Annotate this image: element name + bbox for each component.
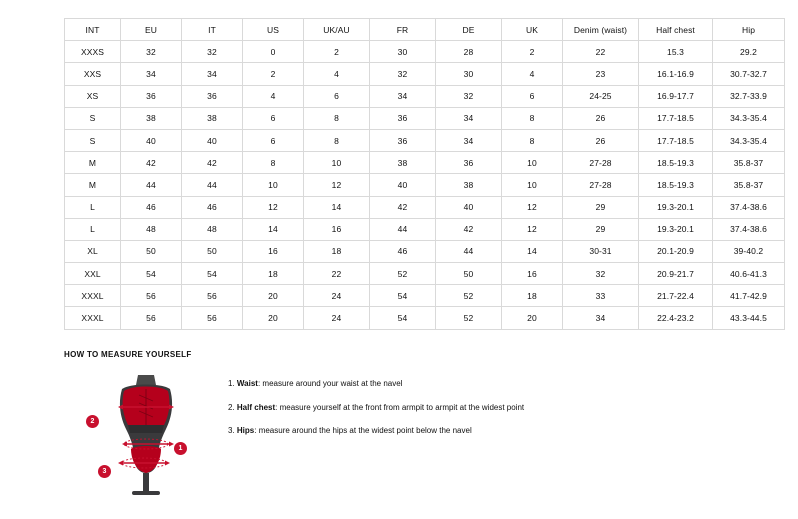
cell-fr: 36 [370, 107, 436, 129]
table-row [65, 107, 785, 129]
cell-half-chest: 19.3-20.1 [639, 196, 713, 218]
cell-int: XS [65, 85, 121, 107]
instruction-text: : measure yourself at the front from armpit to armpit at the widest point [275, 402, 525, 412]
cell-uk: 4 [502, 63, 563, 85]
cell-us: 10 [243, 174, 304, 196]
cell-half-chest: 17.7-18.5 [639, 129, 713, 151]
cell-hip: 32.7-33.9 [713, 85, 785, 107]
cell-it: 50 [182, 240, 243, 262]
cell-us: 2 [243, 63, 304, 85]
cell-int: XXS [65, 63, 121, 85]
cell-ukau: 24 [304, 285, 370, 307]
cell-it: 42 [182, 152, 243, 174]
cell-us: 12 [243, 196, 304, 218]
cell-hip: 40.6-41.3 [713, 263, 785, 285]
column-header-uk: UK [502, 19, 563, 41]
cell-int: XL [65, 240, 121, 262]
cell-de: 42 [436, 218, 502, 240]
cell-fr: 30 [370, 41, 436, 63]
cell-hip: 37.4-38.6 [713, 218, 785, 240]
cell-ukau: 24 [304, 307, 370, 329]
cell-denim-waist: 26 [563, 107, 639, 129]
cell-us: 20 [243, 307, 304, 329]
cell-it: 48 [182, 218, 243, 240]
cell-it: 44 [182, 174, 243, 196]
column-header-ukau: UK/AU [304, 19, 370, 41]
column-header-fr: FR [370, 19, 436, 41]
cell-denim-waist: 24-25 [563, 85, 639, 107]
cell-hip: 35.8-37 [713, 152, 785, 174]
cell-it: 54 [182, 263, 243, 285]
cell-fr: 32 [370, 63, 436, 85]
table-row [65, 263, 785, 285]
cell-de: 52 [436, 285, 502, 307]
cell-denim-waist: 29 [563, 196, 639, 218]
cell-hip: 34.3-35.4 [713, 129, 785, 151]
table-body [65, 41, 785, 329]
cell-it: 38 [182, 107, 243, 129]
cell-fr: 46 [370, 240, 436, 262]
column-header-int: INT [65, 19, 121, 41]
table-header [65, 19, 785, 41]
cell-int: XXXL [65, 307, 121, 329]
cell-de: 28 [436, 41, 502, 63]
badge-hips: 3 [98, 465, 111, 478]
cell-fr: 42 [370, 196, 436, 218]
cell-hip: 34.3-35.4 [713, 107, 785, 129]
table-row [65, 63, 785, 85]
instruction-waist [228, 379, 744, 389]
cell-int: L [65, 196, 121, 218]
cell-de: 36 [436, 152, 502, 174]
cell-uk: 16 [502, 263, 563, 285]
instruction-number: 1. [228, 379, 235, 388]
cell-half-chest: 19.3-20.1 [639, 218, 713, 240]
mannequin-icon [86, 369, 206, 499]
cell-half-chest: 15.3 [639, 41, 713, 63]
cell-uk: 8 [502, 107, 563, 129]
column-header-denim-waist: Denim (waist) [563, 19, 639, 41]
cell-us: 20 [243, 285, 304, 307]
cell-hip: 29.2 [713, 41, 785, 63]
cell-uk: 12 [502, 218, 563, 240]
cell-denim-waist: 32 [563, 263, 639, 285]
cell-int: XXL [65, 263, 121, 285]
cell-us: 14 [243, 218, 304, 240]
cell-hip: 41.7-42.9 [713, 285, 785, 307]
size-conversion-table [64, 18, 785, 330]
cell-hip: 43.3-44.5 [713, 307, 785, 329]
cell-de: 32 [436, 85, 502, 107]
cell-half-chest: 22.4-23.2 [639, 307, 713, 329]
instruction-text: : measure around the hips at the widest point below the navel [254, 426, 472, 436]
cell-eu: 36 [121, 85, 182, 107]
cell-de: 34 [436, 107, 502, 129]
cell-denim-waist: 34 [563, 307, 639, 329]
cell-de: 44 [436, 240, 502, 262]
cell-hip: 37.4-38.6 [713, 196, 785, 218]
cell-ukau: 6 [304, 85, 370, 107]
cell-int: XXXS [65, 41, 121, 63]
cell-ukau: 14 [304, 196, 370, 218]
cell-fr: 54 [370, 307, 436, 329]
instruction-half-chest [228, 403, 744, 413]
cell-fr: 38 [370, 152, 436, 174]
table-row [65, 218, 785, 240]
cell-eu: 34 [121, 63, 182, 85]
cell-half-chest: 16.1-16.9 [639, 63, 713, 85]
cell-int: M [65, 174, 121, 196]
cell-ukau: 8 [304, 129, 370, 151]
cell-uk: 20 [502, 307, 563, 329]
cell-us: 4 [243, 85, 304, 107]
mannequin-illustration [86, 369, 206, 499]
how-to-measure-title: HOW TO MEASURE YOURSELF [64, 350, 192, 359]
cell-half-chest: 18.5-19.3 [639, 174, 713, 196]
cell-ukau: 16 [304, 218, 370, 240]
cell-ukau: 22 [304, 263, 370, 285]
instruction-term: Waist [236, 379, 258, 388]
cell-fr: 36 [370, 129, 436, 151]
column-header-us: US [243, 19, 304, 41]
table-row [65, 307, 785, 329]
cell-it: 40 [182, 129, 243, 151]
table-header-row [65, 19, 785, 41]
cell-eu: 56 [121, 307, 182, 329]
cell-uk: 14 [502, 240, 563, 262]
cell-it: 32 [182, 41, 243, 63]
cell-eu: 48 [121, 218, 182, 240]
cell-hip: 35.8-37 [713, 174, 785, 196]
table-row [65, 196, 785, 218]
cell-int: S [65, 107, 121, 129]
cell-us: 6 [243, 107, 304, 129]
table-row [65, 41, 785, 63]
cell-de: 30 [436, 63, 502, 85]
cell-fr: 54 [370, 285, 436, 307]
how-to-measure-body [64, 369, 744, 499]
cell-uk: 8 [502, 129, 563, 151]
cell-de: 38 [436, 174, 502, 196]
column-header-half-chest: Half chest [639, 19, 713, 41]
cell-denim-waist: 33 [563, 285, 639, 307]
cell-us: 16 [243, 240, 304, 262]
cell-us: 6 [243, 129, 304, 151]
cell-hip: 39-40.2 [713, 240, 785, 262]
cell-half-chest: 20.9-21.7 [639, 263, 713, 285]
cell-uk: 6 [502, 85, 563, 107]
cell-half-chest: 21.7-22.4 [639, 285, 713, 307]
cell-int: S [65, 129, 121, 151]
cell-half-chest: 16.9-17.7 [639, 85, 713, 107]
cell-de: 52 [436, 307, 502, 329]
instruction-text: : measure around your waist at the navel [257, 379, 403, 388]
cell-it: 56 [182, 285, 243, 307]
cell-ukau: 4 [304, 63, 370, 85]
measure-instructions [228, 369, 744, 436]
instruction-number: 2. [228, 402, 235, 412]
cell-de: 40 [436, 196, 502, 218]
cell-eu: 54 [121, 263, 182, 285]
table-row [65, 240, 785, 262]
table-row [65, 85, 785, 107]
table-row [65, 174, 785, 196]
cell-fr: 44 [370, 218, 436, 240]
cell-eu: 56 [121, 285, 182, 307]
cell-eu: 40 [121, 129, 182, 151]
cell-uk: 2 [502, 41, 563, 63]
cell-us: 0 [243, 41, 304, 63]
cell-half-chest: 17.7-18.5 [639, 107, 713, 129]
cell-denim-waist: 29 [563, 218, 639, 240]
cell-denim-waist: 22 [563, 41, 639, 63]
cell-ukau: 10 [304, 152, 370, 174]
cell-denim-waist: 30-31 [563, 240, 639, 262]
cell-half-chest: 20.1-20.9 [639, 240, 713, 262]
cell-it: 46 [182, 196, 243, 218]
cell-denim-waist: 26 [563, 129, 639, 151]
cell-eu: 44 [121, 174, 182, 196]
cell-eu: 46 [121, 196, 182, 218]
column-header-eu: EU [121, 19, 182, 41]
cell-us: 8 [243, 152, 304, 174]
instruction-number: 3. [228, 426, 235, 436]
badge-waist: 1 [174, 442, 187, 455]
cell-eu: 42 [121, 152, 182, 174]
cell-eu: 50 [121, 240, 182, 262]
cell-uk: 10 [502, 174, 563, 196]
cell-fr: 40 [370, 174, 436, 196]
table-row [65, 152, 785, 174]
cell-it: 56 [182, 307, 243, 329]
cell-half-chest: 18.5-19.3 [639, 152, 713, 174]
cell-ukau: 2 [304, 41, 370, 63]
cell-int: XXXL [65, 285, 121, 307]
cell-it: 34 [182, 63, 243, 85]
cell-denim-waist: 23 [563, 63, 639, 85]
column-header-de: DE [436, 19, 502, 41]
column-header-hip: Hip [713, 19, 785, 41]
cell-denim-waist: 27-28 [563, 152, 639, 174]
cell-int: L [65, 218, 121, 240]
cell-uk: 10 [502, 152, 563, 174]
badge-half-chest: 2 [86, 415, 99, 428]
size-table-container [64, 18, 767, 330]
how-to-measure-section [64, 350, 744, 499]
cell-eu: 38 [121, 107, 182, 129]
cell-us: 18 [243, 263, 304, 285]
instruction-hips [228, 426, 744, 436]
cell-uk: 12 [502, 196, 563, 218]
column-header-it: IT [182, 19, 243, 41]
cell-ukau: 8 [304, 107, 370, 129]
cell-ukau: 18 [304, 240, 370, 262]
cell-uk: 18 [502, 285, 563, 307]
cell-hip: 30.7-32.7 [713, 63, 785, 85]
cell-denim-waist: 27-28 [563, 174, 639, 196]
cell-it: 36 [182, 85, 243, 107]
cell-de: 50 [436, 263, 502, 285]
table-row [65, 129, 785, 151]
cell-eu: 32 [121, 41, 182, 63]
cell-int: M [65, 152, 121, 174]
cell-de: 34 [436, 129, 502, 151]
cell-ukau: 12 [304, 174, 370, 196]
table-row [65, 285, 785, 307]
cell-fr: 52 [370, 263, 436, 285]
instruction-term: Half chest [236, 402, 276, 412]
cell-fr: 34 [370, 85, 436, 107]
instruction-term: Hips [236, 426, 255, 436]
